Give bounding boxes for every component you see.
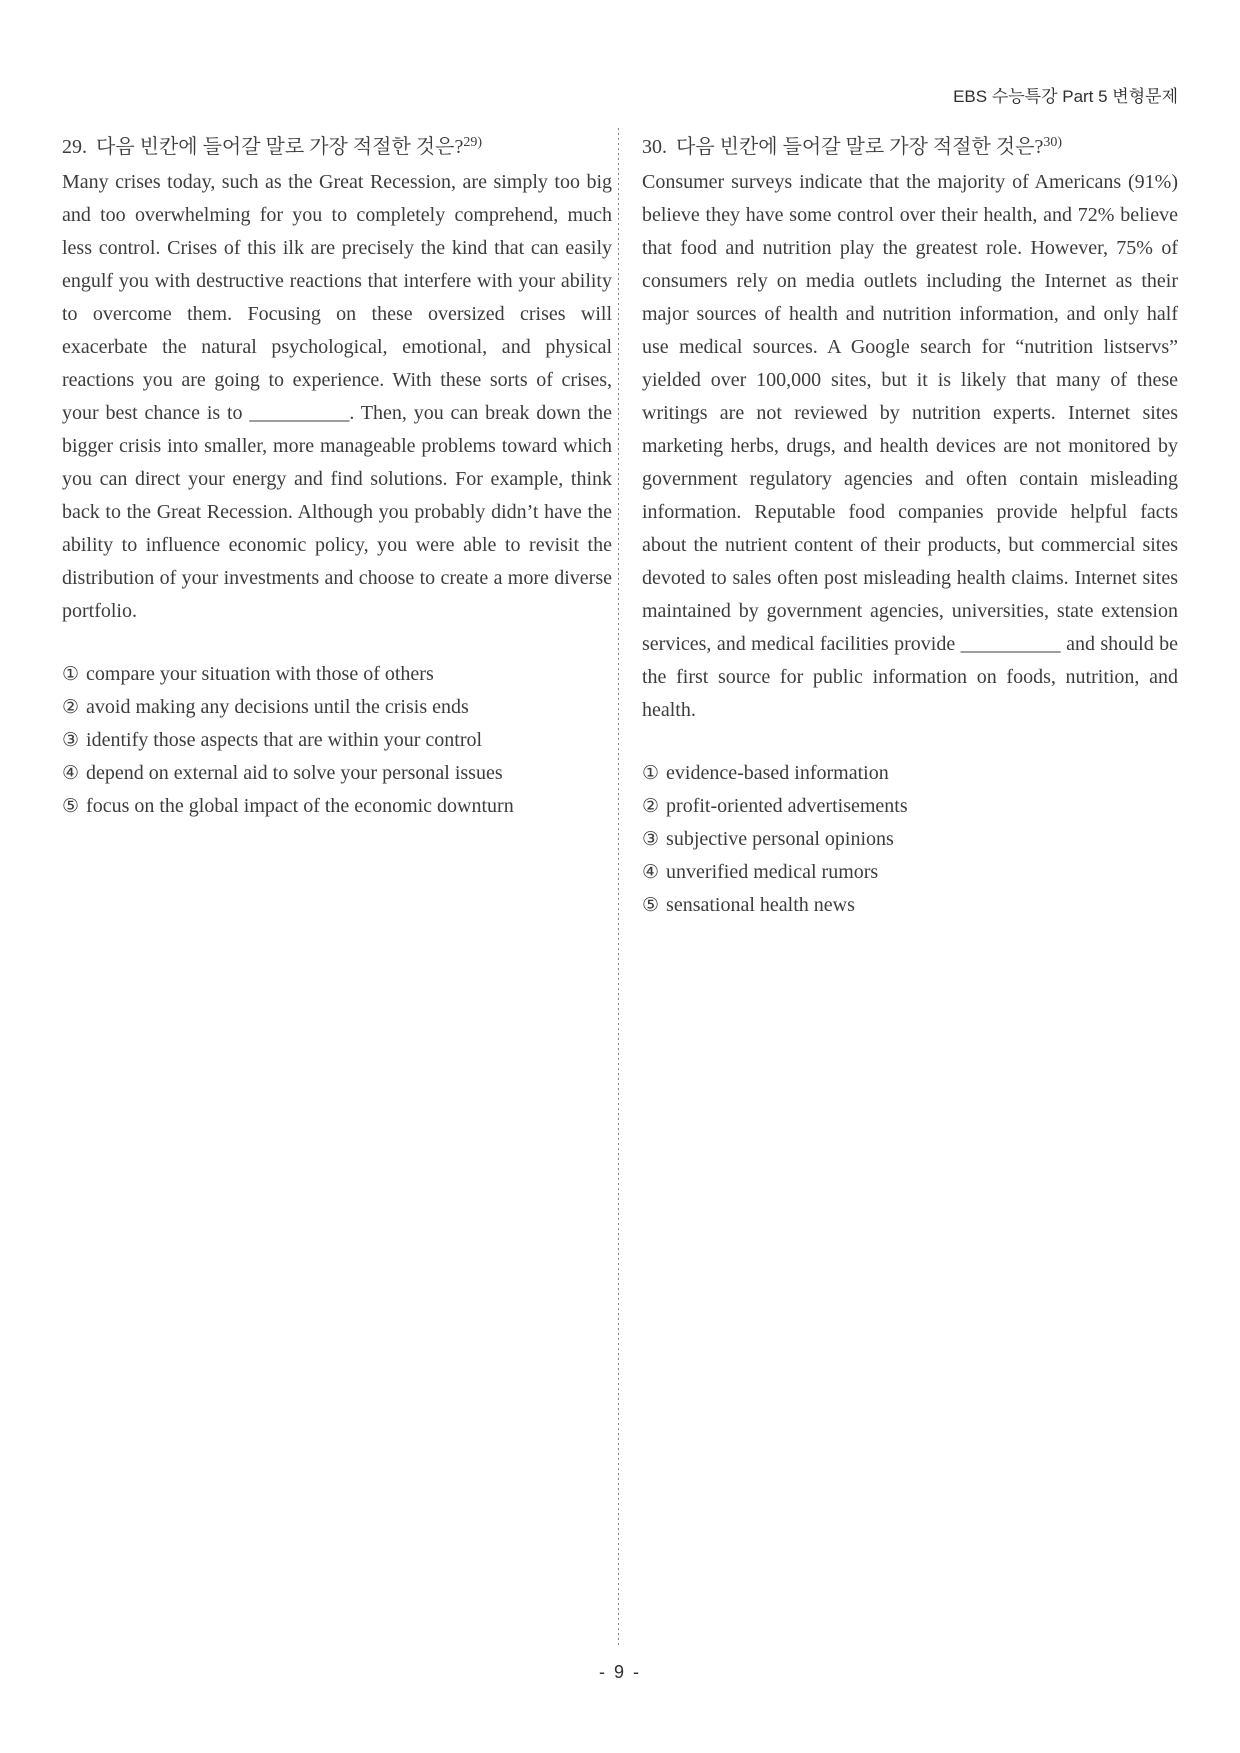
page-number: - 9 - — [598, 1662, 641, 1682]
question-29-footnote-ref: 29) — [463, 135, 482, 150]
option-item — [62, 658, 612, 691]
page-header: EBS 수능특강 Part 5 변형문제 — [953, 87, 1178, 106]
question-29-number: 29. — [62, 136, 87, 158]
question-30-options — [642, 757, 1178, 922]
option-marker: ⑤ — [642, 894, 660, 916]
option-marker: ③ — [642, 828, 660, 850]
option-item — [642, 757, 1178, 790]
question-30-footnote-ref: 30) — [1043, 135, 1062, 150]
option-text: unverified medical rumors — [666, 861, 879, 883]
question-29-heading — [62, 126, 612, 164]
option-text: compare your situation with those of others — [86, 663, 434, 685]
option-marker: ⑤ — [62, 795, 80, 817]
option-marker: ② — [62, 696, 80, 718]
option-item — [642, 856, 1178, 889]
question-30-heading — [642, 126, 1178, 164]
option-marker: ② — [642, 795, 660, 817]
option-item — [62, 757, 612, 790]
question-30-prompt: 다음 빈칸에 들어갈 말로 가장 적절한 것은? — [676, 136, 1044, 158]
question-30-passage: Consumer surveys indicate that the majority of Americans (91%) believe they have some control over their health, and 72% believe that food and nutrition play the greatest role. However, 75% of consumers rely on media outlets including the Internet as their major sources of health and nutrition information, and only half use medical sources. A Google search for “nutrition listservs” yielded over 100,000 sites, but it is likely that many of these writings are not reviewed by nutrition experts. Internet sites marketing herbs, drugs, and health devices are not monitored by government regulatory agencies and often contain misleading information. Reputable food companies provide helpful facts about the nutrient content of their products, but commercial sites devoted to sales often post misleading health claims. Internet sites maintained by government agencies, universities, state extension services, and medical facilities provide __________ and should be the first source for public information on foods, nutrition, and health. — [642, 171, 1178, 721]
question-30-number: 30. — [642, 136, 667, 158]
option-marker: ① — [642, 762, 660, 784]
option-item — [62, 724, 612, 757]
question-29-passage: Many crises today, such as the Great Recession, are simply too big and too overwhelming for you to completely comprehend, much less control. Crises of this ilk are precisely the kind that can easily engulf you with destructive reactions that interfere with your ability to overcome them. Focusing on these oversized crises will exacerbate the natural psychological, emotional, and physical reactions you are going to experience. With these sorts of crises, your best chance is to __________. Then, you can break down the bigger crisis into smaller, more manageable problems toward which you can direct your energy and find solutions. For example, think back to the Great Recession. Although you probably didn’t have the ability to influence economic policy, you were able to revisit the distribution of your investments and choose to create a more diverse portfolio. — [62, 171, 612, 622]
option-marker: ④ — [642, 861, 660, 883]
option-item — [642, 790, 1178, 823]
question-29-options — [62, 658, 612, 823]
option-item — [642, 823, 1178, 856]
option-text: focus on the global impact of the economic downturn — [86, 795, 514, 817]
option-text: subjective personal opinions — [666, 828, 894, 850]
column-divider — [618, 128, 619, 1647]
option-item — [62, 691, 612, 724]
option-text: avoid making any decisions until the crisis ends — [86, 696, 469, 718]
option-text: profit-oriented advertisements — [666, 795, 908, 817]
option-marker: ③ — [62, 729, 80, 751]
option-text: evidence-based information — [666, 762, 889, 784]
option-text: depend on external aid to solve your personal issues — [86, 762, 503, 784]
question-30-section — [642, 126, 1178, 922]
option-item — [642, 889, 1178, 922]
question-29-prompt: 다음 빈칸에 들어갈 말로 가장 적절한 것은? — [96, 136, 464, 158]
option-item — [62, 790, 612, 823]
option-marker: ① — [62, 663, 80, 685]
option-text: sensational health news — [666, 894, 855, 916]
option-marker: ④ — [62, 762, 80, 784]
question-29-section — [62, 126, 612, 823]
option-text: identify those aspects that are within your control — [86, 729, 483, 751]
